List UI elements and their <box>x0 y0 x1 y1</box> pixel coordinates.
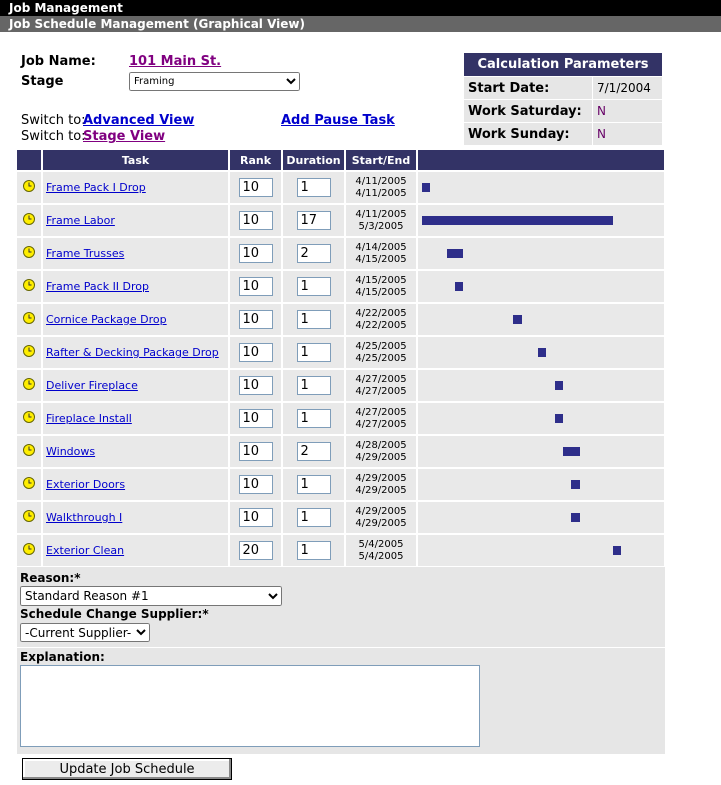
clock-icon <box>22 311 36 325</box>
start-date: 4/15/2005 <box>355 274 407 286</box>
table-row <box>17 468 665 501</box>
table-row <box>17 171 665 204</box>
task-cell <box>42 204 229 237</box>
gantt-bar <box>455 282 463 291</box>
rank-cell <box>229 336 282 369</box>
calculation-parameters-panel <box>464 53 662 145</box>
rank-cell <box>229 402 282 435</box>
start-date: 4/11/2005 <box>355 208 407 220</box>
add-pause-task-link[interactable]: Add Pause Task <box>281 113 395 128</box>
duration-input[interactable] <box>297 310 331 329</box>
calc-work-saturday-value: N <box>593 100 663 123</box>
rank-input[interactable] <box>239 178 273 197</box>
reason-label: Reason:* <box>20 571 81 585</box>
calc-work-saturday-label: Work Saturday: <box>464 100 593 123</box>
start-end-cell <box>345 303 417 336</box>
clock-icon <box>22 509 36 523</box>
duration-cell <box>282 402 345 435</box>
clock-icon <box>22 245 36 259</box>
task-link[interactable]: Frame Pack II Drop <box>46 280 150 293</box>
form-divider <box>17 647 665 648</box>
gantt-bar <box>422 216 613 225</box>
gantt-bar <box>447 249 464 258</box>
header-task: Task <box>42 150 229 171</box>
start-end-cell <box>345 369 417 402</box>
clock-icon <box>22 344 36 358</box>
task-cell <box>42 369 229 402</box>
start-end-cell <box>345 204 417 237</box>
switch-label-1: Switch to: <box>21 113 86 128</box>
header-start-end: Start/End <box>345 150 417 171</box>
duration-input[interactable] <box>297 277 331 296</box>
start-end-cell <box>345 237 417 270</box>
end-date: 4/29/2005 <box>355 517 407 529</box>
end-date: 4/15/2005 <box>355 253 407 265</box>
header-duration: Duration <box>282 150 345 171</box>
gantt-cell <box>417 534 665 566</box>
page-subtitle-bar: Job Schedule Management (Graphical View) <box>0 16 721 32</box>
task-status-cell <box>17 534 42 566</box>
task-cell <box>42 237 229 270</box>
gantt-cell <box>417 435 665 468</box>
table-row <box>17 303 665 336</box>
start-date: 4/22/2005 <box>355 307 407 319</box>
end-date: 4/22/2005 <box>355 319 407 331</box>
table-row <box>17 534 665 566</box>
task-link[interactable]: Windows <box>46 445 96 458</box>
task-cell <box>42 501 229 534</box>
duration-input[interactable] <box>297 475 331 494</box>
calc-work-sunday-label: Work Sunday: <box>464 123 593 146</box>
clock-icon <box>22 542 36 556</box>
rank-cell <box>229 435 282 468</box>
rank-cell <box>229 468 282 501</box>
update-job-schedule-button[interactable]: Update Job Schedule <box>22 758 232 780</box>
app-title-bar: Job Management <box>0 0 721 16</box>
table-row <box>17 435 665 468</box>
task-link[interactable]: Fireplace Install <box>46 412 132 425</box>
job-name-link[interactable]: 101 Main St. <box>129 54 222 69</box>
job-name-label: Job Name: <box>21 54 96 69</box>
rank-input[interactable] <box>239 244 273 263</box>
rank-input[interactable] <box>239 409 273 428</box>
duration-input[interactable] <box>297 376 331 395</box>
duration-input[interactable] <box>297 409 331 428</box>
end-date: 4/15/2005 <box>355 286 407 298</box>
task-status-cell <box>17 237 42 270</box>
task-status-cell <box>17 501 42 534</box>
table-row <box>17 501 665 534</box>
schedule-change-form <box>17 567 665 754</box>
end-date: 4/25/2005 <box>355 352 407 364</box>
clock-icon <box>22 212 36 226</box>
table-row <box>17 270 665 303</box>
gantt-bar <box>422 183 430 192</box>
task-link[interactable]: Exterior Doors <box>46 478 126 491</box>
rank-input[interactable] <box>239 277 273 296</box>
gantt-cell <box>417 204 665 237</box>
duration-input[interactable] <box>297 541 331 560</box>
task-status-cell <box>17 468 42 501</box>
calc-title: Calculation Parameters <box>464 53 662 77</box>
gantt-cell <box>417 369 665 402</box>
clock-icon <box>22 443 36 457</box>
gantt-bar <box>555 381 563 390</box>
duration-cell <box>282 270 345 303</box>
task-cell <box>42 171 229 204</box>
start-date: 4/27/2005 <box>355 406 407 418</box>
task-cell <box>42 336 229 369</box>
table-row <box>17 336 665 369</box>
task-link[interactable]: Rafter & Decking Package Drop <box>46 346 219 359</box>
rank-cell <box>229 270 282 303</box>
duration-cell <box>282 336 345 369</box>
gantt-cell <box>417 237 665 270</box>
table-row <box>17 402 665 435</box>
start-end-cell <box>345 501 417 534</box>
start-end-cell <box>345 468 417 501</box>
explanation-textarea[interactable] <box>20 665 480 747</box>
task-status-cell <box>17 402 42 435</box>
start-date: 4/11/2005 <box>355 175 407 187</box>
end-date: 4/27/2005 <box>355 418 407 430</box>
table-row <box>17 237 665 270</box>
start-date: 4/27/2005 <box>355 373 407 385</box>
end-date: 4/29/2005 <box>355 484 407 496</box>
rank-cell <box>229 534 282 566</box>
start-date: 4/25/2005 <box>355 340 407 352</box>
task-link[interactable]: Frame Labor <box>46 214 115 227</box>
rank-cell <box>229 237 282 270</box>
calc-work-sunday-value: N <box>593 123 663 146</box>
start-end-cell <box>345 336 417 369</box>
end-date: 4/29/2005 <box>355 451 407 463</box>
gantt-bar <box>613 546 621 555</box>
task-link[interactable]: Frame Trusses <box>46 247 125 260</box>
stage-view-link[interactable]: Stage View <box>83 129 166 144</box>
end-date: 5/3/2005 <box>358 220 404 232</box>
duration-cell <box>282 204 345 237</box>
duration-input[interactable] <box>297 178 331 197</box>
duration-input[interactable] <box>297 508 331 527</box>
gantt-cell <box>417 270 665 303</box>
rank-input[interactable] <box>239 442 273 461</box>
clock-icon <box>22 179 36 193</box>
gantt-bar <box>563 447 580 456</box>
task-cell <box>42 303 229 336</box>
start-date: 4/28/2005 <box>355 439 407 451</box>
switch-label-2: Switch to: <box>21 129 86 144</box>
header-icon-column <box>17 150 42 171</box>
rank-cell <box>229 501 282 534</box>
rank-cell <box>229 171 282 204</box>
task-status-cell <box>17 336 42 369</box>
gantt-cell <box>417 501 665 534</box>
duration-cell <box>282 171 345 204</box>
rank-input[interactable] <box>239 343 273 362</box>
end-date: 4/11/2005 <box>355 187 407 199</box>
start-end-cell <box>345 171 417 204</box>
task-status-cell <box>17 204 42 237</box>
duration-cell <box>282 303 345 336</box>
task-status-cell <box>17 369 42 402</box>
duration-input[interactable] <box>297 343 331 362</box>
task-link[interactable]: Deliver Fireplace <box>46 379 138 392</box>
start-end-cell <box>345 402 417 435</box>
gantt-cell <box>417 468 665 501</box>
stage-label: Stage <box>21 74 64 89</box>
duration-cell <box>282 534 345 566</box>
end-date: 4/27/2005 <box>355 385 407 397</box>
rank-input[interactable] <box>239 376 273 395</box>
start-end-cell <box>345 534 417 566</box>
end-date: 5/4/2005 <box>358 550 404 562</box>
header-rank: Rank <box>229 150 282 171</box>
task-status-cell <box>17 435 42 468</box>
task-cell <box>42 534 229 566</box>
clock-icon <box>22 410 36 424</box>
calc-start-date-value: 7/1/2004 <box>593 77 663 100</box>
rank-input[interactable] <box>239 475 273 494</box>
table-row <box>17 369 665 402</box>
clock-icon <box>22 278 36 292</box>
task-link[interactable]: Walkthrough I <box>46 511 123 524</box>
duration-input[interactable] <box>297 211 331 230</box>
start-date: 4/29/2005 <box>355 472 407 484</box>
task-cell <box>42 270 229 303</box>
supplier-select[interactable] <box>20 623 150 642</box>
table-row <box>17 204 665 237</box>
header-gantt <box>417 150 665 171</box>
task-link[interactable]: Cornice Package Drop <box>46 313 167 326</box>
gantt-bar <box>571 513 579 522</box>
start-end-cell <box>345 435 417 468</box>
task-status-cell <box>17 171 42 204</box>
duration-cell <box>282 468 345 501</box>
task-cell <box>42 468 229 501</box>
task-cell <box>42 435 229 468</box>
start-date: 5/4/2005 <box>358 538 404 550</box>
rank-input[interactable] <box>239 310 273 329</box>
task-cell <box>42 402 229 435</box>
gantt-bar <box>555 414 563 423</box>
calc-start-date-label: Start Date: <box>464 77 593 100</box>
schedule-table <box>17 150 666 566</box>
task-link[interactable]: Frame Pack I Drop <box>46 181 146 194</box>
start-date: 4/14/2005 <box>355 241 407 253</box>
gantt-cell <box>417 171 665 204</box>
supplier-label: Schedule Change Supplier:* <box>20 607 209 621</box>
start-date: 4/29/2005 <box>355 505 407 517</box>
advanced-view-link[interactable]: Advanced View <box>83 113 195 128</box>
duration-input[interactable] <box>297 442 331 461</box>
duration-cell <box>282 369 345 402</box>
duration-cell <box>282 501 345 534</box>
gantt-cell <box>417 402 665 435</box>
rank-input[interactable] <box>239 541 273 560</box>
task-status-cell <box>17 270 42 303</box>
gantt-bar <box>538 348 546 357</box>
gantt-bar <box>513 315 521 324</box>
schedule-header-row <box>17 150 665 171</box>
duration-cell <box>282 237 345 270</box>
rank-cell <box>229 303 282 336</box>
gantt-cell <box>417 303 665 336</box>
start-end-cell <box>345 270 417 303</box>
gantt-bar <box>571 480 579 489</box>
rank-cell <box>229 369 282 402</box>
explanation-label: Explanation: <box>20 650 105 664</box>
task-link[interactable]: Exterior Clean <box>46 544 125 557</box>
gantt-cell <box>417 336 665 369</box>
duration-input[interactable] <box>297 244 331 263</box>
task-status-cell <box>17 303 42 336</box>
rank-input[interactable] <box>239 211 273 230</box>
clock-icon <box>22 377 36 391</box>
reason-select[interactable] <box>20 586 282 606</box>
rank-cell <box>229 204 282 237</box>
duration-cell <box>282 435 345 468</box>
rank-input[interactable] <box>239 508 273 527</box>
stage-select[interactable] <box>129 72 300 91</box>
clock-icon <box>22 476 36 490</box>
